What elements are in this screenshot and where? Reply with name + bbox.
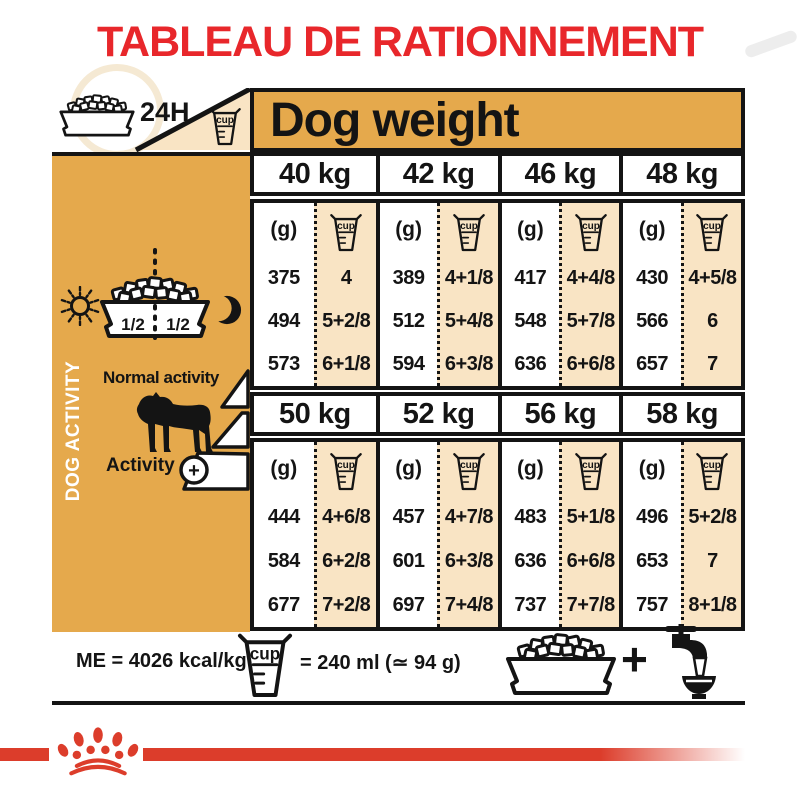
- grams-value: 601: [392, 549, 425, 572]
- weight-column: [498, 203, 620, 386]
- dog-silhouette-icon: [122, 390, 224, 460]
- sun-icon: [60, 286, 100, 326]
- grams-value: 512: [392, 310, 425, 332]
- grams-label: (g): [270, 457, 298, 480]
- measuring-cup-icon: [452, 213, 486, 253]
- cup-value: 6+6/8: [566, 353, 615, 375]
- grams-subcolumn: [502, 442, 560, 627]
- footer-divider: [52, 701, 745, 705]
- cup-value: 7: [707, 549, 718, 572]
- water-tap-icon: [648, 624, 718, 702]
- grams-value: 594: [392, 353, 425, 375]
- weight-header-cell: 56 kg: [498, 396, 620, 432]
- dog-activity-axis-label: DOG ACTIVITY: [63, 360, 84, 502]
- activity-plus-label: Activity: [106, 455, 175, 476]
- cup-value: 6+1/8: [322, 353, 371, 375]
- cup-value: 7+4/8: [444, 593, 494, 616]
- weight-column: [376, 203, 498, 386]
- weight-header-row-2: [250, 392, 745, 436]
- grams-subcolumn: [502, 203, 560, 386]
- weight-column: [498, 442, 620, 627]
- cup-value: 4+4/8: [566, 267, 615, 289]
- plus-sign: +: [621, 633, 648, 685]
- grams-label: (g): [638, 457, 666, 480]
- cup-subcolumn: [681, 442, 741, 627]
- grams-value: 757: [636, 593, 669, 616]
- cup-value: 4+6/8: [322, 506, 371, 529]
- cup-subcolumn: [437, 203, 497, 386]
- cup-equivalence-text: = 240 ml (≃ 94 g): [300, 652, 461, 674]
- cup-value: 6+3/8: [444, 549, 494, 572]
- grams-subcolumn: [254, 203, 314, 386]
- grams-subcolumn: [254, 442, 314, 627]
- cup-value: 5+1/8: [566, 506, 615, 529]
- weight-header-cell: 58 kg: [619, 396, 741, 432]
- dog-weight-header: Dog weight: [250, 88, 745, 152]
- cup-value: 5+2/8: [688, 506, 737, 529]
- weight-column: [254, 442, 376, 627]
- grams-value: 657: [636, 353, 669, 375]
- grams-value: 494: [267, 310, 300, 332]
- food-bowl-icon: [56, 94, 138, 138]
- grams-label: (g): [395, 218, 423, 241]
- cup-value: 5+7/8: [566, 310, 615, 332]
- measuring-cup-icon: [208, 106, 242, 148]
- cup-subcolumn: [559, 203, 619, 386]
- grams-label: (g): [516, 457, 544, 480]
- grams-label: (g): [638, 218, 666, 241]
- weight-header-cell: 42 kg: [376, 156, 498, 192]
- moon-icon: [210, 292, 242, 328]
- cup-value: 7+7/8: [566, 593, 615, 616]
- grams-value: 496: [636, 506, 669, 529]
- cup-value: 6: [707, 310, 718, 332]
- measuring-cup-icon: [236, 633, 294, 699]
- grams-value: 457: [392, 506, 425, 529]
- cup-value: 6+3/8: [444, 353, 494, 375]
- grams-value: 430: [636, 267, 669, 289]
- cup-value: 6+2/8: [322, 549, 371, 572]
- grams-value: 444: [267, 506, 300, 529]
- grams-value: 375: [267, 267, 300, 289]
- normal-activity-label: Normal activity: [103, 368, 219, 387]
- grams-value: 737: [514, 593, 547, 616]
- cup-value: 8+1/8: [688, 593, 737, 616]
- royal-canin-crown-logo: [52, 727, 144, 781]
- half-left-label: 1/2: [121, 315, 145, 334]
- weight-header-row-1: [250, 152, 745, 196]
- cup-subcolumn: [559, 442, 619, 627]
- cup-value: 4: [340, 267, 352, 289]
- brand-stripe-left: [0, 748, 49, 761]
- weight-column: [254, 203, 376, 386]
- weight-column: [619, 442, 741, 627]
- cup-value: 5+2/8: [322, 310, 371, 332]
- grams-subcolumn: [623, 203, 681, 386]
- activity-plus-sign: +: [188, 460, 200, 482]
- grams-value: 584: [267, 549, 300, 572]
- grams-value: 636: [514, 353, 547, 375]
- grams-value: 697: [392, 593, 425, 616]
- grams-value: 417: [514, 267, 547, 289]
- grams-value: 389: [392, 267, 425, 289]
- grams-label: (g): [516, 218, 544, 241]
- cup-value: 7+2/8: [322, 593, 371, 616]
- half-portions-bowl-icon: [97, 248, 213, 362]
- grams-value: 636: [514, 549, 547, 572]
- grams-label: (g): [395, 457, 423, 480]
- cup-subcolumn: [314, 442, 376, 627]
- grams-value: 653: [636, 549, 669, 572]
- 24h-label: 24H: [140, 97, 190, 127]
- page-title: TABLEAU DE RATIONNEMENT: [96, 18, 704, 66]
- measuring-cup-icon: [695, 452, 729, 492]
- cup-value: 4+1/8: [444, 267, 494, 289]
- weight-column: [376, 442, 498, 627]
- grams-subcolumn: [623, 442, 681, 627]
- brand-stripe-right: [143, 748, 745, 761]
- grams-value: 573: [267, 353, 300, 375]
- measuring-cup-icon: [574, 213, 608, 253]
- weight-column: [619, 203, 741, 386]
- grams-label: (g): [270, 218, 298, 241]
- weight-header-cell: 50 kg: [279, 397, 351, 430]
- weight-header-cell: 46 kg: [498, 156, 620, 192]
- cup-value: 7: [707, 353, 718, 375]
- weight-header-cell: 48 kg: [619, 156, 741, 192]
- cup-subcolumn: [314, 203, 376, 386]
- cup-value: 5+4/8: [444, 310, 494, 332]
- measuring-cup-icon: [452, 452, 486, 492]
- cup-value: 6+6/8: [566, 549, 615, 572]
- grams-subcolumn: [380, 442, 438, 627]
- ration-table-block-2: [250, 438, 745, 631]
- weight-header-cell: 52 kg: [376, 396, 498, 432]
- cup-value: 4+5/8: [688, 267, 737, 289]
- ration-table-block-1: [250, 199, 745, 390]
- grams-value: 566: [636, 310, 669, 332]
- measuring-cup-icon: [574, 452, 608, 492]
- cup-subcolumn: [681, 203, 741, 386]
- cup-subcolumn: [437, 442, 497, 627]
- metabolizable-energy-text: ME = 4026 kcal/kg: [76, 650, 247, 672]
- half-right-label: 1/2: [166, 315, 190, 334]
- grams-subcolumn: [380, 203, 438, 386]
- grams-value: 483: [514, 506, 547, 529]
- weight-header-cell: 40 kg: [279, 157, 351, 190]
- cup-value: 4+7/8: [444, 506, 494, 529]
- measuring-cup-icon: [329, 452, 363, 492]
- grams-value: 677: [267, 593, 300, 616]
- measuring-cup-icon: [329, 213, 363, 253]
- grams-value: 548: [514, 310, 547, 332]
- measuring-cup-icon: [695, 213, 729, 253]
- food-bowl-icon: [500, 633, 622, 697]
